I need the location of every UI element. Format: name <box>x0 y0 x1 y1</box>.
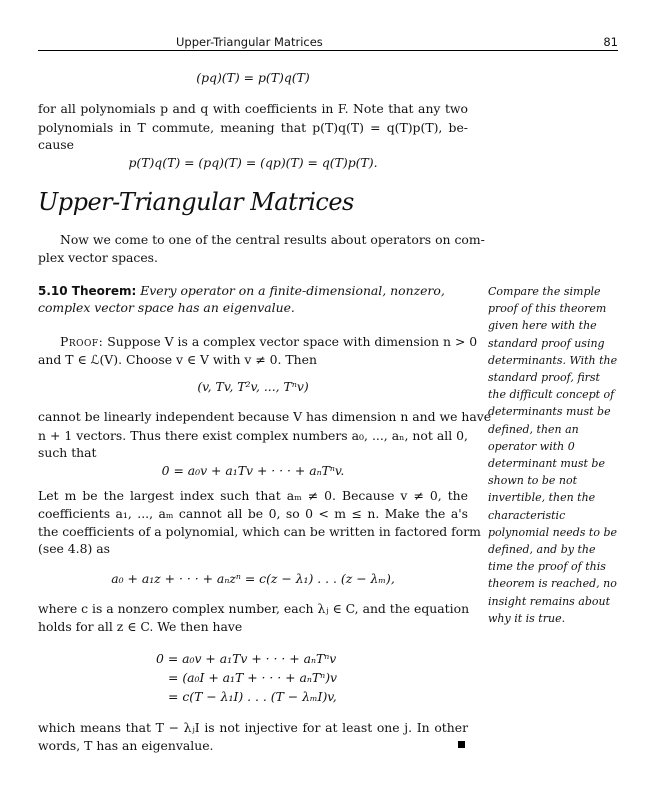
proof-line: Let m be the largest index such that aₘ ≠ 0. Because v ≠ 0, the <box>38 488 468 503</box>
proof-line: which means that T − λⱼI is not injective for at least one j. In other <box>38 720 468 735</box>
proof-line: where c is a nonzero complex number, each λⱼ ∈ C, and the equation <box>38 601 470 616</box>
header-rule <box>38 50 618 51</box>
paragraph-line: polynomials in T commute, meaning that p(T)q(T) = q(T)p(T), be- <box>38 120 468 135</box>
qed-square-icon <box>458 741 465 748</box>
equation-line: = c(T − λ₁I) . . . (T − λₘI)v, <box>168 689 337 704</box>
margin-note-line: Compare the simple <box>488 285 601 298</box>
margin-note-line: characteristic <box>488 508 566 522</box>
equation-commute: p(T)q(T) = (pq)(T) = (qp)(T) = q(T)p(T). <box>128 155 378 170</box>
margin-note <box>488 283 624 627</box>
running-head-title: Upper-Triangular Matrices <box>176 35 323 49</box>
proof-line: cannot be linearly independent because V has dimension n and we have <box>38 409 492 424</box>
margin-note-line: theorem is reached, no <box>488 577 617 591</box>
margin-note-line: polynomial needs to be <box>488 525 618 539</box>
theorem-label: 5.10 Theorem: <box>38 284 137 298</box>
margin-note-line: standard proof using <box>488 336 605 350</box>
section-title: Upper-Triangular Matrices <box>38 188 354 216</box>
proof-line: words, T has an eigenvalue. <box>38 738 214 753</box>
margin-note-line: determinant must be <box>488 457 605 471</box>
margin-note-line: time the proof of this <box>488 560 606 574</box>
equation-line: 0 = a₀v + a₁Tv + · · · + aₙTⁿv <box>156 651 337 666</box>
margin-note-line: defined, then an <box>488 422 579 436</box>
running-head <box>38 35 618 51</box>
proof-line: holds for all z ∈ C. We then have <box>38 619 243 634</box>
margin-note-line: the difficult concept of <box>488 388 615 402</box>
proof-line: (see 4.8) as <box>38 541 111 556</box>
proof-first-line <box>60 334 478 349</box>
paragraph-line: cause <box>38 137 74 152</box>
margin-note-line: determinants. With the <box>488 353 618 367</box>
intro-line: Now we come to one of the central results about operators on com- <box>60 232 485 247</box>
proof-line: coefficients a₁, ..., aₘ cannot all be 0, so 0 < m ≤ n. Make the a's <box>38 506 468 521</box>
proof-text: Suppose V is a complex vector space with dimension n > 0 <box>107 334 478 349</box>
margin-note-line: given here with the <box>488 319 597 333</box>
margin-note-line: defined, and by the <box>488 543 596 557</box>
margin-note-line: operator with 0 <box>488 439 575 453</box>
proof-line: the coefficients of a polynomial, which can be written in factored form <box>38 524 481 539</box>
margin-note-line: proof of this theorem <box>488 302 607 316</box>
proof-line: and T ∈ ℒ(V). Choose v ∈ V with v ≠ 0. Then <box>38 352 317 367</box>
margin-note-line: standard proof, first <box>488 371 600 385</box>
equation-factor: a₀ + a₁z + · · · + aₙzⁿ = c(z − λ₁) . . . (z − λₘ), <box>111 571 395 586</box>
equation-pq: (pq)(T) = p(T)q(T) <box>196 70 310 85</box>
page-number: 81 <box>603 35 618 49</box>
proof-label: Proof: <box>60 334 104 349</box>
proof-line: n + 1 vectors. Thus there exist complex numbers a₀, ..., aₙ, not all 0, <box>38 428 468 443</box>
theorem-text: complex vector space has an eigenvalue. <box>38 300 295 315</box>
equation-zero: 0 = a₀v + a₁Tv + · · · + aₙTⁿv. <box>161 463 345 478</box>
margin-note-line: shown to be not <box>488 474 578 488</box>
paragraph-line: for all polynomials p and q with coefficients in F. Note that any two <box>38 101 468 116</box>
theorem-statement <box>38 283 468 298</box>
margin-note-line: invertible, then the <box>488 491 596 505</box>
intro-line: plex vector spaces. <box>38 250 158 265</box>
theorem-text: Every operator on a finite-dimensional, nonzero, <box>140 283 445 298</box>
margin-note-line: insight remains about <box>488 594 611 608</box>
equation-list: (v, Tv, T²v, ..., Tⁿv) <box>197 379 309 394</box>
equation-line: = (a₀I + a₁T + · · · + aₙTⁿ)v <box>168 670 338 685</box>
margin-note-line: determinants must be <box>488 405 611 419</box>
proof-line: such that <box>38 445 97 460</box>
margin-note-line: why it is true. <box>488 611 566 625</box>
